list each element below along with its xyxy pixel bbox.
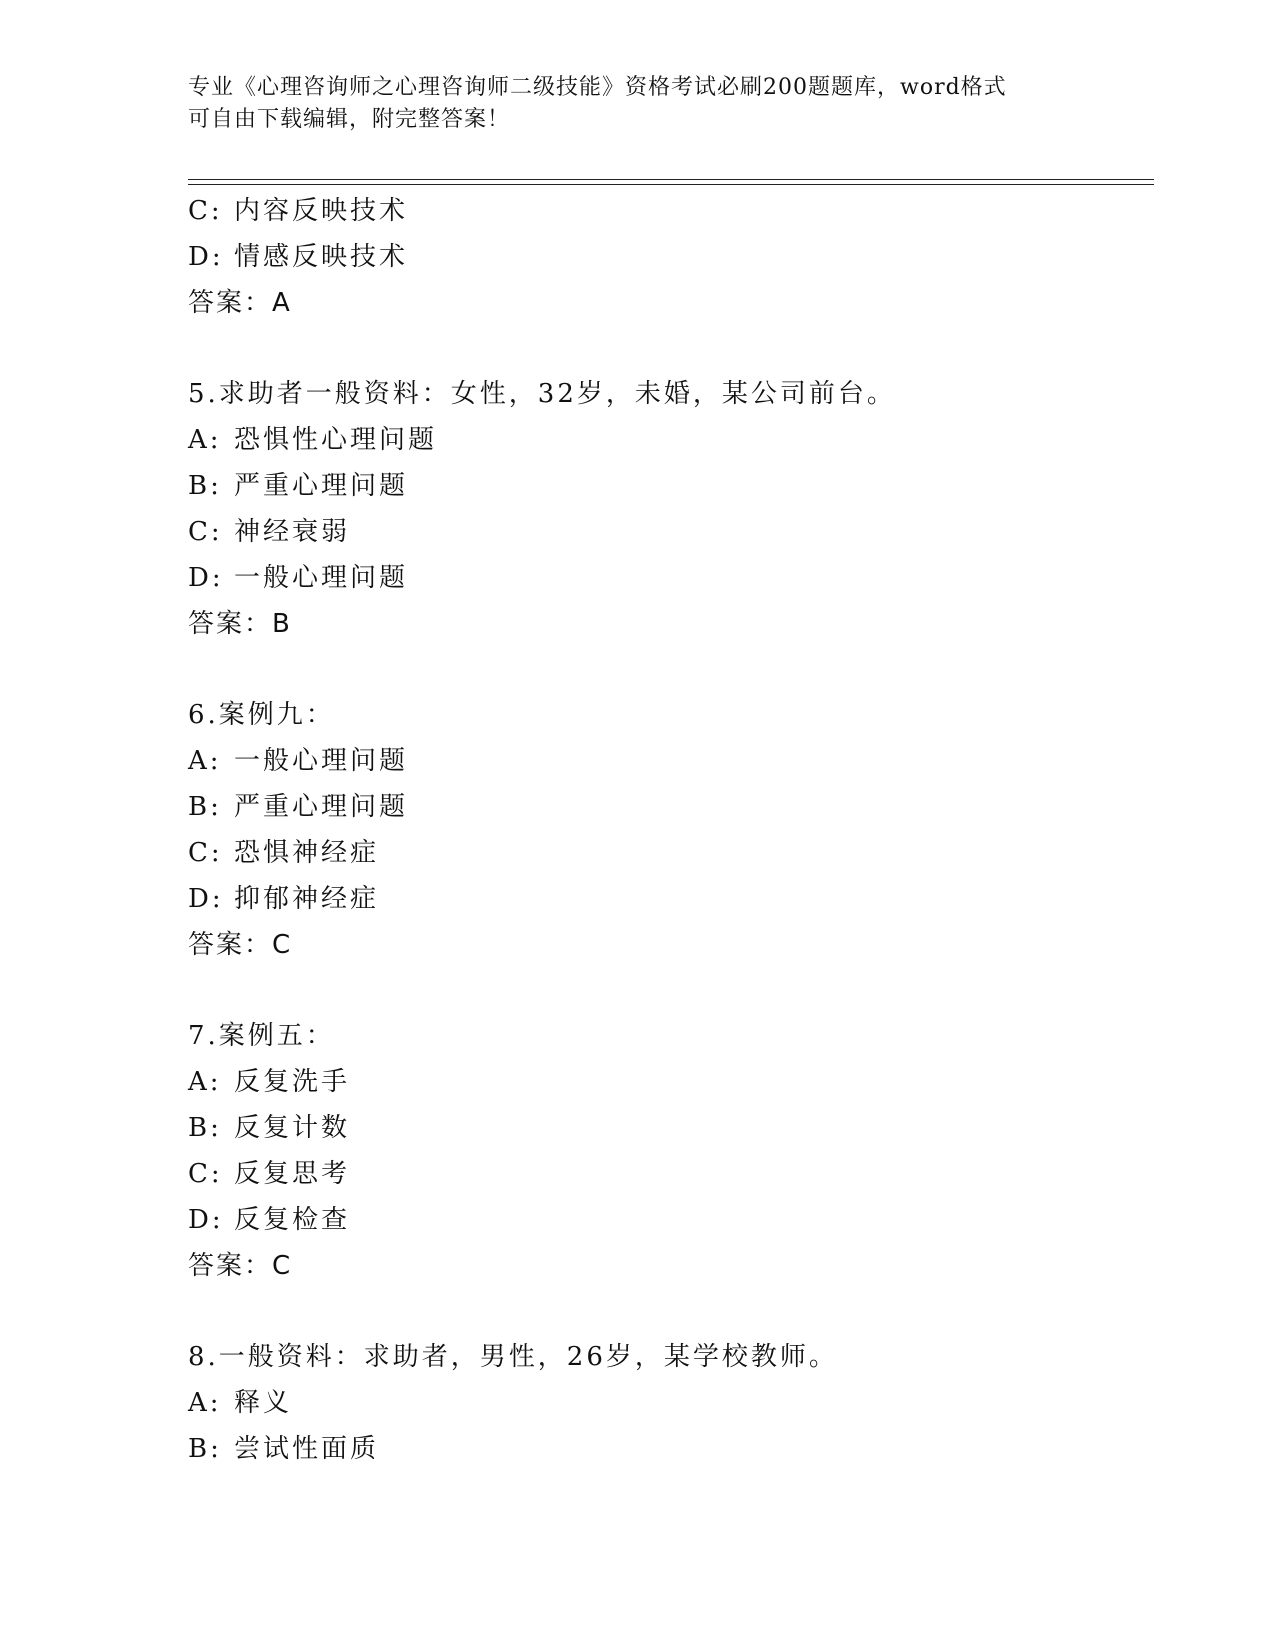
option-c: C: 恐惧神经症 xyxy=(188,838,380,868)
option-text: 一般心理问题 xyxy=(234,746,409,776)
option-text: 抑郁神经症 xyxy=(234,884,380,914)
question-stem: 5.求助者一般资料：女性，32岁，未婚，某公司前台。 xyxy=(188,379,896,409)
option-text: 反复计数 xyxy=(234,1113,351,1143)
option-text: 神经衰弱 xyxy=(234,517,351,547)
option-text: 内容反映技术 xyxy=(234,196,409,226)
option-text: 情感反映技术 xyxy=(234,242,409,272)
option-text: 一般心理问题 xyxy=(234,563,409,593)
answer-line: 答案：B xyxy=(188,609,292,639)
option-a: A: 反复洗手 xyxy=(188,1067,351,1097)
option-b: B: 反复计数 xyxy=(188,1113,351,1143)
option-b: B: 严重心理问题 xyxy=(188,792,409,822)
question-block-6 xyxy=(188,692,1154,968)
header-rule-top xyxy=(188,179,1154,180)
question-block-partial xyxy=(188,188,1154,326)
question-block-5 xyxy=(188,371,1154,647)
question-block-7 xyxy=(188,1013,1154,1289)
answer-line: 答案：C xyxy=(188,1251,293,1281)
header-line-1: 专业《心理咨询师之心理咨询师二级技能》资格考试必刷200题题库，word格式 xyxy=(188,75,1007,100)
header-rule-bottom xyxy=(188,184,1154,185)
option-b: B: 尝试性面质 xyxy=(188,1434,380,1464)
option-text: 反复思考 xyxy=(234,1159,351,1189)
option-a: A: 一般心理问题 xyxy=(188,746,409,776)
option-text: 反复洗手 xyxy=(234,1067,351,1097)
option-c: C: 内容反映技术 xyxy=(188,196,409,226)
question-block-8 xyxy=(188,1334,1154,1472)
option-a: A: 恐惧性心理问题 xyxy=(188,425,438,455)
option-text: 恐惧神经症 xyxy=(234,838,380,868)
option-text: 释义 xyxy=(234,1388,293,1418)
option-text: 恐惧性心理问题 xyxy=(234,425,438,455)
question-stem: 6.案例九： xyxy=(188,700,335,730)
option-d: D: 一般心理问题 xyxy=(188,563,409,593)
question-stem: 7.案例五： xyxy=(188,1021,335,1051)
document-header xyxy=(188,72,1088,136)
option-d: D: 情感反映技术 xyxy=(188,242,409,272)
option-c: C: 神经衰弱 xyxy=(188,517,351,547)
option-text: 严重心理问题 xyxy=(234,471,409,501)
option-text: 严重心理问题 xyxy=(234,792,409,822)
option-text: 尝试性面质 xyxy=(234,1434,380,1464)
option-text: 反复检查 xyxy=(234,1205,351,1235)
answer-line: 答案：C xyxy=(188,930,293,960)
option-c: C: 反复思考 xyxy=(188,1159,351,1189)
question-list xyxy=(188,188,1154,1472)
option-a: A: 释义 xyxy=(188,1388,293,1418)
question-stem: 8.一般资料：求助者，男性，26岁，某学校教师。 xyxy=(188,1342,838,1372)
option-d: D: 反复检查 xyxy=(188,1205,351,1235)
option-b: B: 严重心理问题 xyxy=(188,471,409,501)
header-line-2: 可自由下载编辑，附完整答案！ xyxy=(188,107,511,132)
option-d: D: 抑郁神经症 xyxy=(188,884,380,914)
answer-line: 答案：A xyxy=(188,288,292,318)
